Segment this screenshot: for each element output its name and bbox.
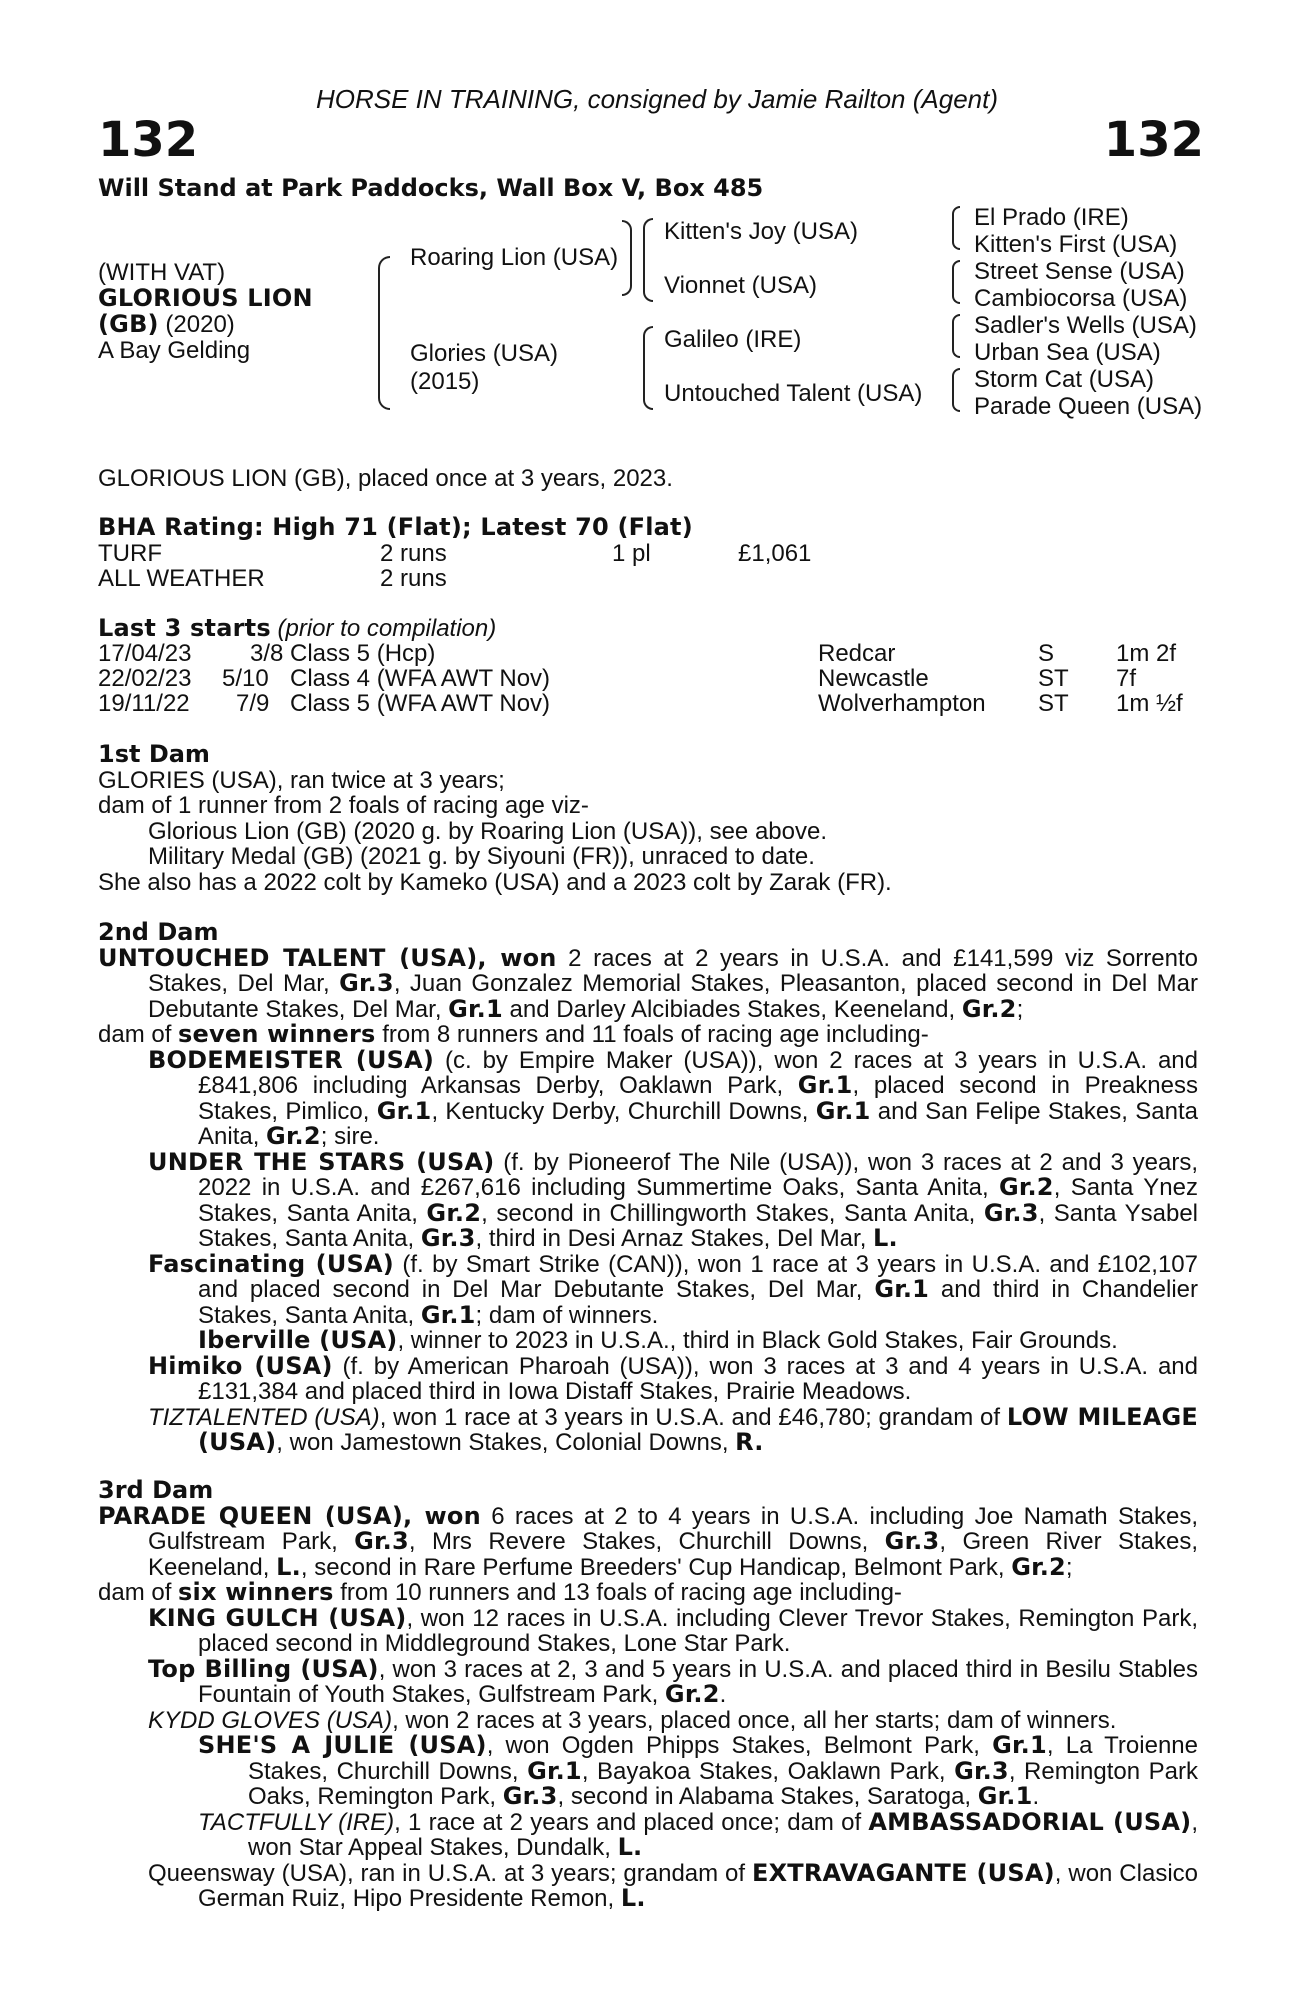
pedigree-brace-sire xyxy=(622,220,632,296)
start-course: Wolverhampton xyxy=(818,690,986,717)
progeny-entry xyxy=(148,1654,1199,1708)
text: , Green River Stakes, Keeneland, xyxy=(148,1528,1198,1581)
rating-runs-1: 2 runs xyxy=(380,540,447,567)
grade: Gr.3 xyxy=(354,1527,409,1555)
progeny-entry xyxy=(148,1045,1199,1150)
first-dam-line: dam of 1 runner from 2 foals of racing age viz- xyxy=(98,792,589,819)
horse-origin: (GB) xyxy=(98,310,159,338)
grade: Gr.2 xyxy=(1011,1552,1066,1581)
first-dam-heading: 1st Dam xyxy=(98,740,210,768)
text: , second in Chillingworth Stakes, Santa Anita, xyxy=(481,1199,984,1227)
first-dam-progeny: Military Medal (GB) (2021 g. by Siyouni (FR)), unraced to date. xyxy=(148,843,815,870)
grade: Gr.3 xyxy=(983,1198,1039,1227)
rating-earnings-1: £1,061 xyxy=(738,540,812,567)
grade: L. xyxy=(276,1552,301,1581)
progeny-name: Fascinating (USA) xyxy=(148,1249,394,1278)
text: , Mrs Revere Stakes, Churchill Downs, xyxy=(408,1528,885,1555)
progeny-entry xyxy=(148,1351,1198,1405)
pedigree-dam-dam: Untouched Talent (USA) xyxy=(664,380,923,407)
third-dam-entry xyxy=(98,1501,1198,1581)
progeny-name: UNDER THE STARS (USA) xyxy=(148,1147,495,1176)
text: , won 12 races in U.S.A. including Clever Trevor Stakes, Remington Park, placed second in Middleground Stakes, Lone Star Park. xyxy=(198,1604,1198,1657)
text: 6 races at 2 to 4 years in U.S.A. including Joe Namath Stakes, Gulfstream Park, xyxy=(148,1502,1198,1555)
second-dam-produce xyxy=(98,1022,1198,1048)
progeny-entry xyxy=(148,1249,1199,1329)
start-date: 19/11/22 xyxy=(98,690,190,717)
rating-surface-2: ALL WEATHER xyxy=(98,565,265,592)
grade: R. xyxy=(735,1428,764,1456)
pedigree-g3-1: El Prado (IRE) xyxy=(974,204,1129,231)
dam-name: UNTOUCHED TALENT (USA), won xyxy=(98,943,557,972)
pedigree-brace-g3-1 xyxy=(952,206,960,250)
pedigree-g3-4: Cambiocorsa (USA) xyxy=(974,285,1188,312)
horse-year: (2020) xyxy=(165,311,235,338)
text: and third in Chandelier Stakes, Santa Anita, xyxy=(198,1276,1199,1329)
pedigree-g3-7: Storm Cat (USA) xyxy=(974,366,1155,393)
text: , Remington Park Oaks, Remington Park, xyxy=(248,1757,1198,1810)
grade: Gr.3 xyxy=(420,1224,476,1252)
progeny-entry xyxy=(198,1733,1198,1810)
second-dam-section xyxy=(98,920,1198,1456)
text: Queensway (USA), ran in U.S.A. at 3 years; grandam of xyxy=(148,1859,752,1887)
pedigree-g3-2: Kitten's First (USA) xyxy=(974,231,1178,258)
start-race: Class 4 (WFA AWT Nov) xyxy=(290,665,551,692)
progeny-name: SHE'S A JULIE (USA) xyxy=(198,1731,487,1759)
text: (f. by Smart Strike (CAN)), won 1 race at 3 years in U.S.A. and £102,107 and placed second in Del Mar Debutante Stakes, Del Mar, xyxy=(198,1250,1198,1303)
bha-rating: BHA Rating: High 71 (Flat); Latest 70 (Flat) xyxy=(98,513,693,541)
horse-name: GLORIOUS LION xyxy=(98,284,313,312)
text: , won Ogden Phipps Stakes, Belmont Park, xyxy=(486,1732,993,1759)
rating-placed-1: 1 pl xyxy=(612,540,651,567)
text: . xyxy=(1032,1783,1040,1810)
grade: Gr.2 xyxy=(664,1680,720,1708)
progeny-entry xyxy=(148,1147,1199,1252)
rating-surface-1: TURF xyxy=(98,540,162,567)
start-position: 5/10 xyxy=(222,665,269,692)
start-going: ST xyxy=(1038,665,1069,692)
lot-number-right: 132 xyxy=(1103,112,1204,168)
text: , second in Alabama Stakes, Saratoga, xyxy=(557,1783,978,1810)
text: , Santa Ynez Stakes, Santa Anita, xyxy=(198,1174,1198,1227)
pedigree-g3-6: Urban Sea (USA) xyxy=(974,339,1161,366)
grade: L. xyxy=(620,1884,646,1912)
pedigree-sire: Roaring Lion (USA) xyxy=(410,244,619,271)
second-dam-entry xyxy=(98,943,1199,1023)
start-course: Redcar xyxy=(818,640,896,667)
text: ; xyxy=(1065,1553,1073,1581)
text: ; dam of winners. xyxy=(475,1301,659,1329)
first-dam-section xyxy=(98,742,1198,895)
pedigree-brace-g3-2 xyxy=(952,260,960,304)
text: from 8 runners and 11 foals of racing age including- xyxy=(375,1021,929,1048)
third-dam-heading: 3rd Dam xyxy=(98,1476,214,1504)
text: , La Troienne Stakes, Churchill Downs, xyxy=(248,1732,1198,1785)
grade: Gr.2 xyxy=(266,1122,321,1150)
pedigree-brace-dam-parents xyxy=(643,326,653,410)
text: (f. by Pioneerof The Nile (USA)), won 3 races at 2 and 3 years, 2022 in U.S.A. and £267,616 including Summertime Oaks, Santa Anita, xyxy=(198,1148,1198,1201)
start-distance: 1m ½f xyxy=(1116,690,1183,717)
text: , Kentucky Derby, Churchill Downs, xyxy=(431,1097,816,1125)
grade: Gr.2 xyxy=(961,994,1017,1023)
text: , won 2 races at 3 years, placed once, all her starts; dam of winners. xyxy=(392,1706,1117,1734)
third-dam-section xyxy=(98,1478,1198,1912)
last-starts-title xyxy=(98,616,496,642)
grade: Gr.1 xyxy=(992,1731,1047,1759)
start-race: Class 5 (WFA AWT Nov) xyxy=(290,690,551,717)
consignment-line: HORSE IN TRAINING, consigned by Jamie Railton (Agent) xyxy=(315,84,999,114)
first-dam-line: She also has a 2022 colt by Kameko (USA) and a 2023 colt by Zarak (FR). xyxy=(98,868,892,896)
rating-runs-2: 2 runs xyxy=(380,565,447,592)
text: and Darley Alcibiades Stakes, Keeneland, xyxy=(502,995,962,1023)
pedigree-dam-year: (2015) xyxy=(410,368,480,395)
dam-name: PARADE QUEEN (USA), won xyxy=(98,1501,481,1530)
start-going: ST xyxy=(1038,690,1069,717)
progeny-name: KING GULCH (USA) xyxy=(148,1603,407,1632)
progeny-name: Iberville (USA) xyxy=(198,1326,398,1354)
grade: Gr.1 xyxy=(376,1096,432,1125)
pedigree-brace-sire-parents xyxy=(643,218,653,302)
lot-number-left: 132 xyxy=(98,112,199,168)
text: (f. by American Pharoah (USA)), won 3 races at 3 and 4 years in U.S.A. and £131,384 and placed third in Iowa Distaff Stakes, Prairie Meadows. xyxy=(198,1352,1198,1405)
last-starts-heading: Last 3 starts xyxy=(98,614,271,642)
start-distance: 7f xyxy=(1116,665,1137,692)
grade: Gr.1 xyxy=(420,1300,476,1329)
text: , third in Desi Arnaz Stakes, Del Mar, xyxy=(475,1225,874,1252)
text: dam of xyxy=(98,1579,179,1606)
pedigree-sire-sire: Kitten's Joy (USA) xyxy=(664,218,858,245)
progeny-entry xyxy=(198,1807,1199,1861)
first-dam-progeny: Glorious Lion (GB) (2020 g. by Roaring Lion (USA)), see above. xyxy=(148,817,827,845)
text: , Santa Ysabel Stakes, Santa Anita, xyxy=(198,1199,1199,1252)
start-position: 3/8 xyxy=(250,640,284,667)
text: ; sire. xyxy=(320,1123,380,1150)
start-date: 22/02/23 xyxy=(98,665,192,692)
grade: Gr.3 xyxy=(502,1782,558,1810)
start-position: 7/9 xyxy=(236,690,270,717)
text: dam of xyxy=(98,1021,179,1048)
pedigree-dam-sire: Galileo (IRE) xyxy=(664,326,802,353)
text: , won Jamestown Stakes, Colonial Downs, xyxy=(276,1429,736,1456)
grade: Gr.1 xyxy=(527,1756,582,1785)
start-course: Newcastle xyxy=(818,665,929,692)
progeny-name: Himiko (USA) xyxy=(148,1351,333,1380)
grade: Gr.1 xyxy=(797,1071,853,1099)
grade: Gr.1 xyxy=(448,994,503,1023)
grade: Gr.3 xyxy=(954,1756,1009,1785)
grade: L. xyxy=(873,1224,898,1252)
text: , winner to 2023 in U.S.A., third in Black Gold Stakes, Fair Grounds. xyxy=(397,1327,1118,1354)
text: , placed second in Preakness Stakes, Pimlico, xyxy=(198,1072,1199,1125)
start-date: 17/04/23 xyxy=(98,640,192,667)
vat-note: (WITH VAT) xyxy=(98,259,226,286)
grade: Gr.3 xyxy=(884,1527,940,1555)
progeny-name: TACTFULLY (IRE) xyxy=(198,1808,395,1836)
horse-description: A Bay Gelding xyxy=(98,337,251,364)
text: , won 1 race at 3 years in U.S.A. and £46,780; grandam of xyxy=(379,1403,1007,1431)
third-dam-produce xyxy=(98,1580,1198,1606)
progeny-entry xyxy=(148,1708,1198,1734)
start-going: S xyxy=(1038,640,1055,667)
pedigree-g3-8: Parade Queen (USA) xyxy=(974,393,1203,420)
progeny-name: Top Billing (USA) xyxy=(148,1654,379,1683)
grade: Gr.1 xyxy=(977,1782,1033,1810)
second-dam-heading: 2nd Dam xyxy=(98,918,219,946)
last-starts-note: (prior to compilation) xyxy=(277,615,497,642)
stand-location: Will Stand at Park Paddocks, Wall Box V, Box 485 xyxy=(98,174,764,202)
race-summary: GLORIOUS LION (GB), placed once at 3 years, 2023. xyxy=(98,465,673,492)
horse-origin-year xyxy=(98,312,235,338)
grade: Gr.1 xyxy=(815,1096,871,1125)
text: , won 3 races at 2, 3 and 5 years in U.S.A. and placed third in Besilu Stables Fountain of Youth Stakes, Gulfstream Park, xyxy=(198,1655,1199,1708)
text: 2 races at 2 years in U.S.A. and £141,599 viz Sorrento Stakes, Del Mar, xyxy=(148,944,1198,997)
text: , 1 race at 2 years and placed once; dam of xyxy=(394,1808,869,1836)
winners-count: six winners xyxy=(178,1578,334,1606)
first-dam-line: GLORIES (USA), ran twice at 3 years; xyxy=(98,766,505,794)
progeny-name: KYDD GLOVES (USA) xyxy=(148,1706,393,1734)
start-race: Class 5 (Hcp) xyxy=(290,640,436,667)
progeny-entry xyxy=(198,1328,1198,1354)
text: (c. by Empire Maker (USA)), won 2 races at 3 years in U.S.A. and £841,806 including Arkansas Derby, Oaklawn Park, xyxy=(198,1046,1198,1099)
progeny-entry xyxy=(148,1858,1198,1912)
grade: Gr.1 xyxy=(874,1275,930,1303)
text: and San Felipe Stakes, Santa Anita, xyxy=(198,1097,1198,1150)
grade: Gr.2 xyxy=(426,1198,482,1227)
progeny-name: EXTRAVAGANTE (USA) xyxy=(751,1858,1055,1887)
text: from 10 runners and 13 foals of racing age including- xyxy=(333,1579,902,1606)
progeny-entry xyxy=(148,1402,1199,1456)
pedigree-sire-dam: Vionnet (USA) xyxy=(664,272,817,299)
pedigree-brace-main xyxy=(378,256,390,410)
pedigree-g3-3: Street Sense (USA) xyxy=(974,258,1185,285)
text: , won Star Appeal Stakes, Dundalk, xyxy=(248,1808,1199,1861)
pedigree-brace-g3-3 xyxy=(952,314,960,358)
progeny-name: TIZTALENTED (USA) xyxy=(148,1403,380,1431)
grade: Gr.3 xyxy=(339,969,394,997)
text: , second in Rare Perfume Breeders' Cup Handicap, Belmont Park, xyxy=(300,1553,1012,1581)
grade: L. xyxy=(617,1833,643,1861)
text: , Juan Gonzalez Memorial Stakes, Pleasanton, placed second in Del Mar Debutante Stakes, Del Mar, xyxy=(148,970,1199,1023)
progeny-name: LOW MILEAGE (USA) xyxy=(198,1402,1199,1456)
progeny-entry xyxy=(148,1603,1198,1657)
progeny-name: AMBASSADORIAL (USA) xyxy=(868,1807,1192,1836)
winners-count: seven winners xyxy=(178,1020,376,1048)
progeny-name: BODEMEISTER (USA) xyxy=(148,1045,435,1074)
pedigree-brace-g3-4 xyxy=(952,368,960,412)
pedigree-g3-5: Sadler's Wells (USA) xyxy=(974,312,1197,339)
text: , Bayakoa Stakes, Oaklawn Park, xyxy=(581,1757,955,1785)
text: . xyxy=(719,1681,727,1708)
start-distance: 1m 2f xyxy=(1116,640,1177,667)
pedigree-dam: Glories (USA) xyxy=(410,340,559,367)
text: ; xyxy=(1016,995,1024,1023)
grade: Gr.2 xyxy=(998,1173,1054,1201)
text: , won Clasico German Ruiz, Hipo Presidente Remon, xyxy=(198,1859,1198,1912)
